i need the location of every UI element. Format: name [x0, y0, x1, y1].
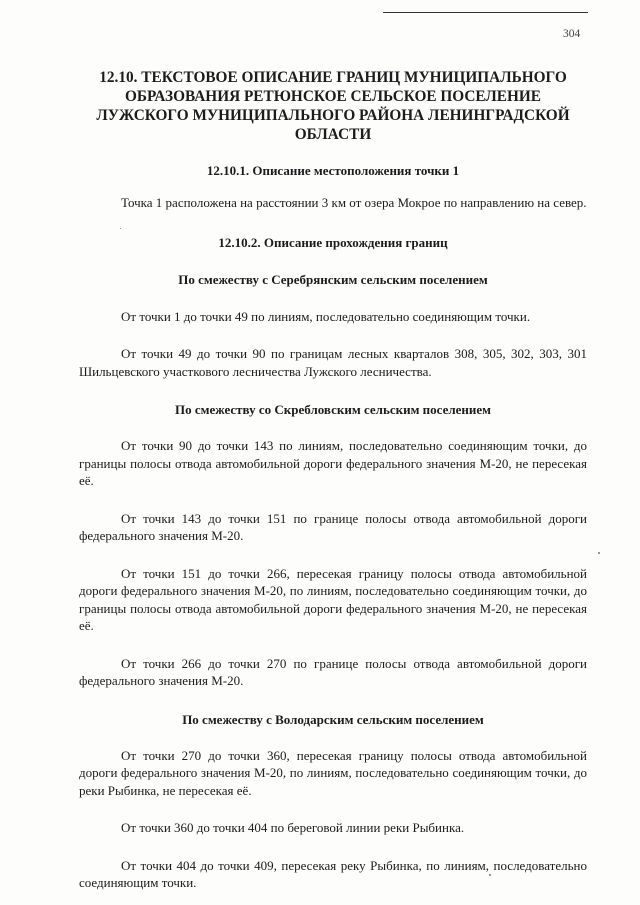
header-rule: [383, 12, 588, 13]
scan-speck: [120, 228, 121, 229]
paragraph-serebryanskoe-1: От точки 1 до точки 49 по линиям, последовательно соединяющим точки.: [121, 308, 531, 324]
paragraph-serebryanskoe-2: От точки 49 до точки 90 по границам лесных кварталов 308, 305, 302, 303, 301 Шильцевского участкового лесничества Лужского лесничества.: [79, 346, 587, 379]
document-title: 12.10. ТЕКСТОВОЕ ОПИСАНИЕ ГРАНИЦ МУНИЦИПАЛЬНОГО ОБРАЗОВАНИЯ РЕТЮНСКОЕ СЕЛЬСКОЕ ПОСЕЛЕНИЕ ЛУЖСКОГО МУНИЦИПАЛЬНОГО РАЙОНА ЛЕНИНГРАДСКОЙ ОБЛАСТИ: [96, 69, 570, 143]
paragraph-skreblovskoe-4: От точки 266 до точки 270 по границе полосы отвода автомобильной дороги федерального значения М-20.: [79, 655, 587, 688]
document-body: [79, 58, 587, 892]
paragraph-volodarskoe-3: От точки 404 до точки 409, пересекая реку Рыбинка, по линиям, последовательно соединяющим точки.: [79, 857, 587, 890]
scan-speck: [598, 552, 600, 554]
paragraph-volodarskoe-1: От точки 270 до точки 360, пересекая границу полосы отвода автомобильной дороги федерального значения М-20, по линиям, последовательно соединяющим точки, до реки Рыбинка, не пересекая её.: [79, 747, 587, 798]
page-number: 304: [563, 28, 581, 40]
paragraph-skreblovskoe-3: От точки 151 до точки 266, пересекая границу полосы отвода автомобильной дороги федерального значения М-20, по линиям, последовательно соединяющим точки, до границы полосы отвода автомобильной дороги федерального значения М-20, не пересекая её.: [79, 565, 587, 633]
scan-speck: [489, 874, 491, 876]
paragraph-volodarskoe-2: От точки 360 до точки 404 по береговой линии реки Рыбинка.: [121, 820, 465, 835]
section-heading-boundary-description: 12.10.2. Описание прохождения границ: [218, 234, 448, 250]
paragraph-skreblovskoe-1: От точки 90 до точки 143 по линиям, последовательно соединяющим точки, до границы полосы отвода автомобильной дороги федерального значения М-20, не пересекая её.: [79, 438, 587, 488]
section-heading-point-location: 12.10.1. Описание местоположения точки 1: [206, 163, 460, 178]
paragraph-point-location: Точка 1 расположена на расстоянии 3 км от озера Мокрое по направлению на север.: [121, 195, 587, 210]
subsection-heading-volodarskoe: По смежеству с Володарским сельским поселением: [182, 711, 484, 727]
subsection-heading-skreblovskoe: По смежеству со Скребловским сельским поселением: [174, 402, 492, 417]
subsection-heading-serebryanskoe: По смежеству с Серебрянским сельским поселением: [178, 271, 488, 287]
paragraph-skreblovskoe-2: От точки 143 до точки 151 по границе полосы отвода автомобильной дороги федерального значения М-20.: [79, 510, 587, 543]
